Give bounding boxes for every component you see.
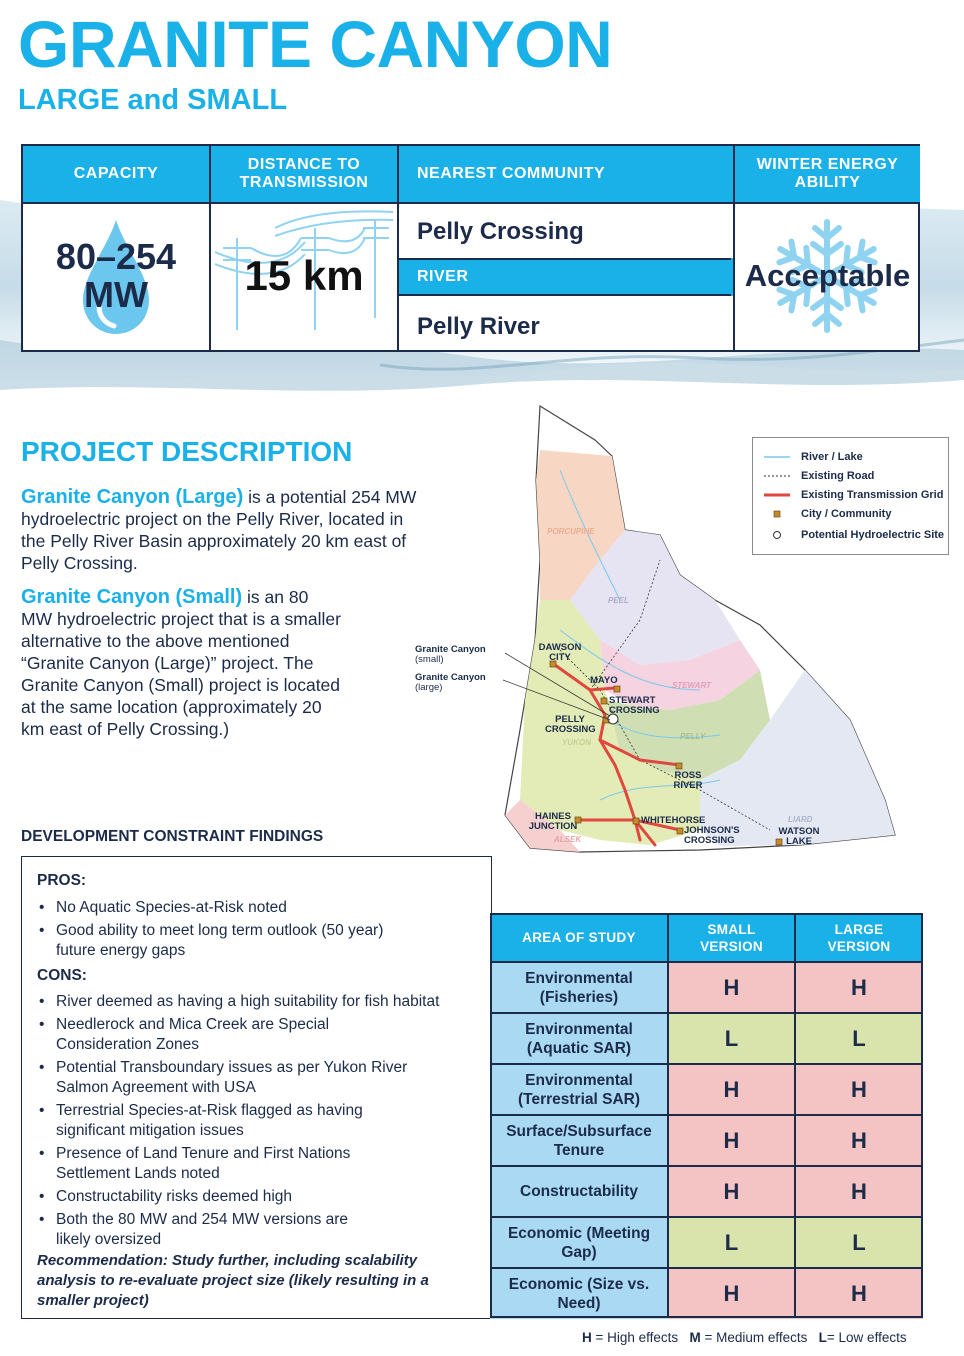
table-cell-area: Environmental (Aquatic SAR) xyxy=(490,1013,668,1064)
project-name: Granite Canyon (Small) xyxy=(21,586,243,608)
cons-list xyxy=(37,992,487,1253)
region-label: PEEL xyxy=(608,596,629,605)
river-header: RIVER xyxy=(399,258,733,296)
divider xyxy=(490,1012,923,1014)
table-cell-large: L xyxy=(795,1217,923,1268)
legend-item xyxy=(753,487,948,503)
grid-line-icon xyxy=(753,493,801,497)
table-cell-large: H xyxy=(795,1166,923,1217)
community-label: WHITEHORSE xyxy=(641,815,706,826)
description-paragraph xyxy=(21,586,341,740)
findings-box xyxy=(21,856,492,1319)
table-cell-small: L xyxy=(668,1217,795,1268)
description-text: is a potential 254 MW hydroelectric project on the Pelly River, located in the Pelly River Basin approximately 20 km east of Pelly Crossing. xyxy=(21,487,417,573)
community-label: MAYO xyxy=(590,675,618,686)
divider xyxy=(209,146,211,350)
divider xyxy=(490,961,923,963)
legend-label: Potential Hydroelectric Site xyxy=(801,529,945,541)
description-paragraph xyxy=(21,486,431,574)
section-title: PROJECT DESCRIPTION xyxy=(21,436,353,467)
table-cell-large: H xyxy=(795,1268,923,1319)
list-item: • Good ability to meet long term outlook (50 year) future energy gaps xyxy=(37,921,487,961)
list-item: • Needlerock and Mica Creek are Special Consideration Zones xyxy=(37,1015,487,1055)
community-square-icon xyxy=(753,510,801,518)
legend-item xyxy=(753,449,948,465)
table-cell-area: Surface/Subsurface Tenure xyxy=(490,1115,668,1166)
table-cell-area: Economic (Size vs. Need) xyxy=(490,1268,668,1319)
recommendation: Recommendation: Study further, including scalability analysis to re-evaluate project size (likely resulting in a smaller project) xyxy=(37,1252,429,1309)
findings-title: DEVELOPMENT CONSTRAINT FINDINGS xyxy=(21,828,324,845)
river-line-icon xyxy=(753,455,801,459)
table-cell-small: H xyxy=(668,1166,795,1217)
divider xyxy=(397,146,399,350)
info-box xyxy=(21,144,920,352)
divider xyxy=(490,1216,923,1218)
divider xyxy=(490,1114,923,1116)
divider xyxy=(490,913,492,1318)
site-circle-icon xyxy=(753,530,801,540)
river-value: Pelly River xyxy=(417,313,540,340)
table-cell-area: Environmental (Fisheries) xyxy=(490,962,668,1013)
table-cell-area: Constructability xyxy=(490,1166,668,1217)
effects-key: H = High effects M = Medium effects L= Low effects xyxy=(582,1330,907,1345)
community-label: HAINES JUNCTION xyxy=(528,811,578,832)
table-cell-small: L xyxy=(668,1013,795,1064)
list-item: • Presence of Land Tenure and First Nations Settlement Lands noted xyxy=(37,1144,487,1184)
table-cell-small: H xyxy=(668,962,795,1013)
region-label: PORCUPINE xyxy=(547,527,595,536)
region-label: ALSEK xyxy=(554,835,582,844)
divider xyxy=(794,913,796,1318)
list-item: • No Aquatic Species-at-Risk noted xyxy=(37,898,487,918)
divider xyxy=(490,1316,923,1318)
capacity-header: CAPACITY xyxy=(23,146,209,202)
list-item: • Constructability risks deemed high xyxy=(37,1187,487,1207)
divider xyxy=(397,294,731,296)
community-label: JOHNSON'S CROSSING xyxy=(684,825,740,846)
community-label: PELLY CROSSING xyxy=(545,714,596,735)
map-legend xyxy=(752,437,949,555)
region-label: YUKON xyxy=(562,738,591,747)
region-label: PELLY xyxy=(680,732,706,741)
divider xyxy=(490,913,923,915)
community-header: NEAREST COMMUNITY xyxy=(399,146,733,202)
legend-label: Existing Road xyxy=(801,470,875,482)
divider xyxy=(733,146,735,350)
divider xyxy=(490,1165,923,1167)
community-label: STEWART CROSSING xyxy=(609,695,660,716)
table-cell-area: Environmental (Terrestrial SAR) xyxy=(490,1064,668,1115)
legend-label: City / Community xyxy=(801,508,892,520)
divider xyxy=(397,258,731,260)
table-cell-area: Economic (Meeting Gap) xyxy=(490,1217,668,1268)
table-cell-large: H xyxy=(795,1064,923,1115)
road-line-icon xyxy=(753,474,801,478)
list-item: • Potential Transboundary issues as per Yukon River Salmon Agreement with USA xyxy=(37,1058,487,1098)
distance-header: DISTANCE TO TRANSMISSION xyxy=(211,146,397,202)
page-title: GRANITE CANYON xyxy=(18,7,613,81)
divider xyxy=(921,913,923,1318)
legend-item xyxy=(753,527,948,543)
community-value: Pelly Crossing xyxy=(417,218,584,245)
site-label-large: Granite Canyon (large) xyxy=(415,672,486,693)
community-label: DAWSON CITY xyxy=(538,642,582,663)
divider xyxy=(23,202,918,204)
table-header: SMALL VERSION xyxy=(668,913,795,962)
table-header: LARGE VERSION xyxy=(795,913,923,962)
divider xyxy=(490,1267,923,1269)
study-table xyxy=(490,913,923,1318)
capacity-value: 80–254 MW xyxy=(55,236,177,315)
table-cell-large: H xyxy=(795,1115,923,1166)
community-label: ROSS RIVER xyxy=(673,770,703,791)
pros-list xyxy=(37,898,487,964)
list-item: • Both the 80 MW and 254 MW versions are likely oversized xyxy=(37,1210,487,1250)
region-label: LIARD xyxy=(788,815,813,824)
cons-label: CONS: xyxy=(37,967,87,984)
winter-value: Acceptable xyxy=(744,258,911,293)
legend-label: Existing Transmission Grid xyxy=(801,489,944,501)
site-label-small: Granite Canyon (small) xyxy=(415,644,486,665)
winter-header: WINTER ENERGY ABILITY xyxy=(735,146,920,202)
list-item: • Terrestrial Species-at-Risk flagged as having significant mitigation issues xyxy=(37,1101,487,1141)
pros-label: PROS: xyxy=(37,872,87,889)
description-text: is an 80 MW hydroelectric project that is a smaller alternative to the above mentioned “Granite Canyon (Large)” project. The Granite Canyon (Small) project is located at the same location (approximately 20 km east of Pelly Crossing.) xyxy=(21,587,341,739)
legend-item xyxy=(753,506,948,522)
divider xyxy=(490,1063,923,1065)
region-label: STEWART xyxy=(672,681,711,690)
distance-value: 15 km xyxy=(244,252,364,299)
list-item: • River deemed as having a high suitability for fish habitat xyxy=(37,992,487,1012)
legend-item xyxy=(753,468,948,484)
table-cell-small: H xyxy=(668,1268,795,1319)
table-cell-small: H xyxy=(668,1064,795,1115)
project-name: Granite Canyon (Large) xyxy=(21,486,244,508)
table-cell-large: H xyxy=(795,962,923,1013)
page-subtitle: LARGE and SMALL xyxy=(18,84,288,116)
divider xyxy=(667,913,669,1318)
community-label: WATSON LAKE xyxy=(778,826,820,847)
table-header: AREA OF STUDY xyxy=(490,913,668,962)
legend-label: River / Lake xyxy=(801,451,863,463)
table-cell-large: L xyxy=(795,1013,923,1064)
table-cell-small: H xyxy=(668,1115,795,1166)
